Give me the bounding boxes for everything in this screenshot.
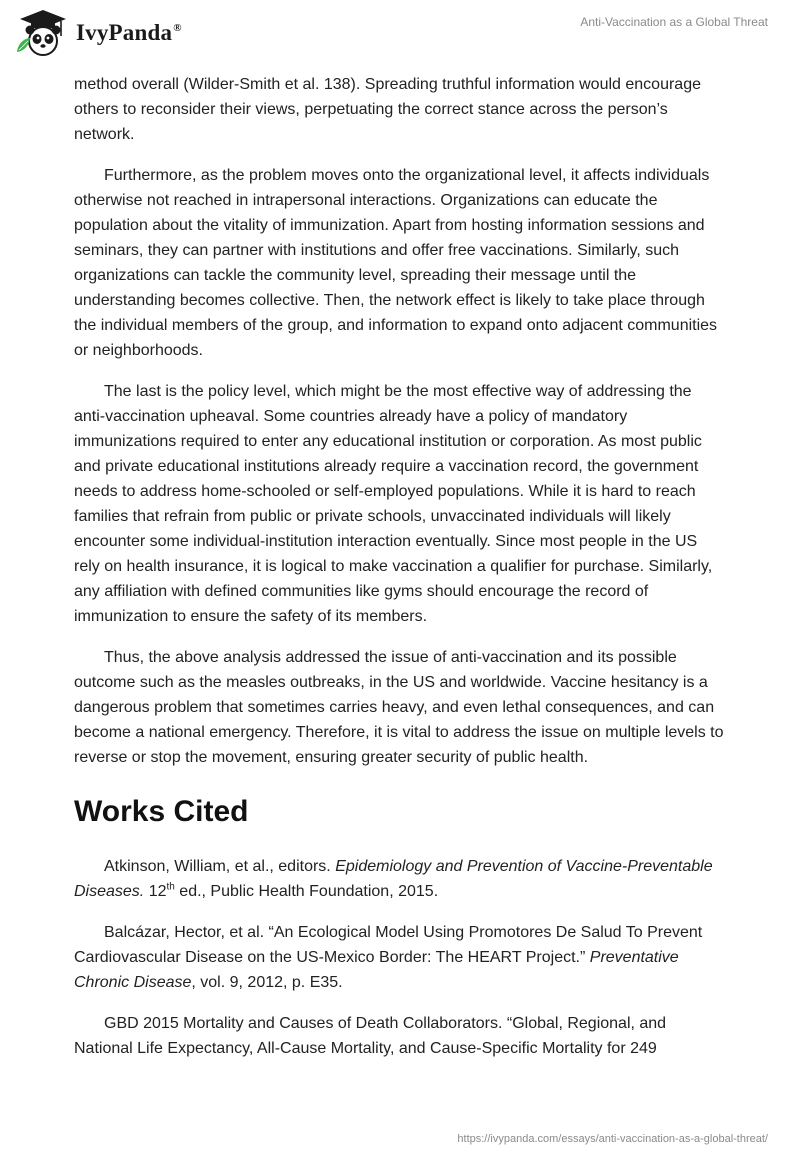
ordinal-suffix: th [166, 881, 175, 893]
running-title: Anti-Vaccination as a Global Threat [580, 15, 768, 29]
footer-url-link[interactable]: https://ivypanda.com/essays/anti-vaccination-as-a-global-threat/ [457, 1133, 768, 1145]
works-cited-heading: Works Cited [74, 795, 249, 828]
reference-gbd: GBD 2015 Mortality and Causes of Death Collaborators. “Global, Regional, and National Life Expectancy, All-Cause Mortality, and Cause-Specific Mortality for 249 [74, 1015, 667, 1057]
reference-balcazar: Balcázar, Hector, et al. “An Ecological Model Using Promotores De Salud To Prevent Cardiovascular Disease on the US-Mexico Border: The HEART Project.” Preventative Chronic Disease, vol. 9, 2012, p. E35. [74, 924, 703, 991]
paragraph-policy-level: The last is the policy level, which might be the most effective way of addressing the anti-vaccination upheaval. Some countries already have a policy of mandatory immunizations required to enter any educational institution or corporation. As most public and private educational institutions already require a vaccination record, the government needs to address home-schooled or self-employed populations. While it is hard to reach families that refrain from public or private schools, unvaccinated individuals will likely encounter some individual-institution interaction eventually. Since most people in the US rely on health insurance, it is logical to make vaccination a qualifier for purchase. Similarly, any affiliation with defined communities like gyms should encourage the record of immunization to ensure the safety of its members. [74, 383, 713, 625]
paragraph-continued: method overall (Wilder-Smith et al. 138). Spreading truthful information would encourage others to reconsider their views, perpetuating the correct stance across the person’s network. [74, 76, 701, 143]
reference-title: Epidemiology and Prevention of Vaccine-Preventable Diseases. [74, 858, 713, 900]
essay-content [74, 72, 726, 1077]
panda-graduate-icon [14, 8, 72, 58]
page-header [0, 0, 800, 70]
ivypanda-logo[interactable] [14, 8, 182, 58]
logo-wordmark: IvyPanda® [76, 20, 182, 45]
paragraph-conclusion: Thus, the above analysis addressed the issue of anti-vaccination and its possible outcome such as the measles outbreaks, in the US and worldwide. Vaccine hesitancy is a dangerous problem that sometimes carries heavy, and even lethal consequences, and can become a national emergency. Therefore, it is vital to address the issue on multiple levels to reverse or stop the movement, ensuring greater security of public health. [74, 649, 724, 766]
registered-mark: ® [173, 22, 182, 35]
reference-atkinson: Atkinson, William, et al., editors. Epidemiology and Prevention of Vaccine-Preventable Diseases. 12th ed., Public Health Foundation, 2015. [74, 858, 713, 900]
reference-journal: Preventative Chronic Disease [74, 949, 679, 991]
paragraph-organizational-level: Furthermore, as the problem moves onto the organizational level, it affects individuals otherwise not reached in intrapersonal interactions. Organizations can educate the population about the vitality of immunization. Apart from hosting information sessions and seminars, they can partner with institutions and offer free vaccinations. Similarly, such organizations can tackle the community level, spreading their message until the understanding becomes collective. Then, the network effect is likely to take place through the individual members of the group, and information to expand onto adjacent communities or neighborhoods. [74, 167, 718, 359]
